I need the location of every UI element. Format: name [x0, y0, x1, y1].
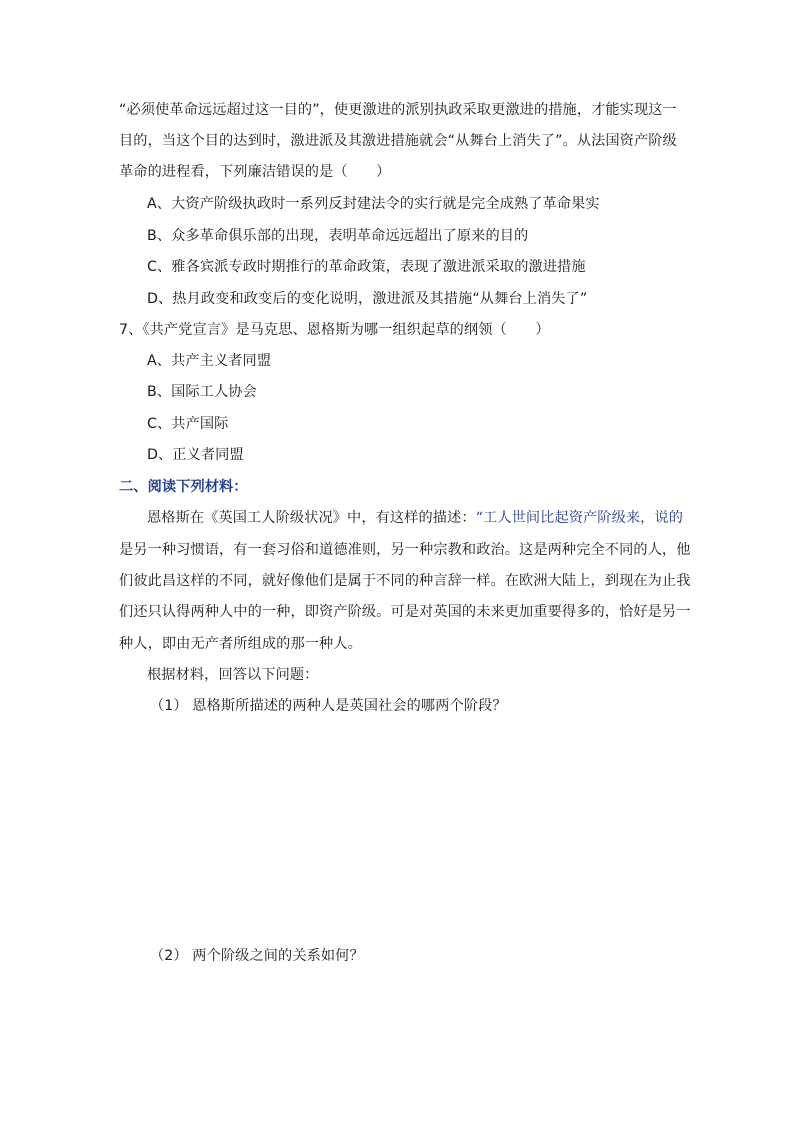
sub-question-1: （1） 恩格斯所描述的两种人是英国社会的哪两个阶段？	[150, 698, 507, 714]
q6-stem-line-2: 目的，当这个目的达到时，激进派及其激进措施就会“从舞台上消失了”。从法国资产阶级	[119, 133, 677, 149]
q7-option-a: A、共产主义者同盟	[147, 353, 272, 369]
q7-stem: 7、《共产党宣言》是马克思、恩格斯为哪一组织起草的纲领（ ）	[119, 322, 550, 338]
q6-option-c: C、雅各宾派专政时期推行的革命政策，表现了激进派采取的激进措施	[147, 259, 586, 275]
q7-option-b: B、国际工人协会	[147, 384, 257, 400]
material-line-1-quote: “工人世间比起资产阶级来，说的	[475, 510, 684, 526]
material-line-1-intro: 恩格斯在《英国工人阶级状况》中，有这样的描述：	[147, 510, 476, 526]
q7-option-d: D、正义者同盟	[147, 447, 244, 463]
answer-prompt: 根据材料，回答以下问题：	[147, 667, 319, 683]
q6-stem-line-3: 革命的进程看，下列廉洁错误的是（ ）	[119, 164, 391, 180]
q6-option-a: A、大资产阶级执政时一系列反封建法令的实行就是完全成熟了革命果实	[147, 196, 600, 212]
material-line-1	[147, 508, 707, 528]
q6-option-d: D、热月政变和政变后的变化说明，激进派及其措施“从舞台上消失了”	[147, 291, 588, 307]
material-line-3: 们彼此昌这样的不同，就好像他们是属于不同的种言辞一样。在欧洲大陆上，到现在为止我	[119, 573, 691, 589]
sub-question-2: （2） 两个阶级之间的关系如何？	[150, 948, 364, 964]
q6-stem-line-1: “必须使革命远远超过这一目的”，使更激进的派别执政采取更激进的措施，才能实现这一	[119, 102, 677, 118]
material-line-4: 们还只认得两种人中的一种，即资产阶级。可是对英国的未来更加重要得多的，恰好是另一	[119, 604, 691, 620]
q6-option-b: B、众多革命俱乐部的出现，表明革命远远超出了原来的目的	[147, 228, 529, 244]
q7-option-c: C、共产国际	[147, 416, 229, 432]
material-line-2: 是另一种习惯语，有一套习俗和道德准则，另一种宗教和政治。这是两种完全不同的人，他	[119, 542, 691, 558]
material-line-5: 种人，即由无产者所组成的那一种人。	[119, 636, 362, 652]
section-2-heading: 二、阅读下列材料：	[119, 479, 248, 495]
